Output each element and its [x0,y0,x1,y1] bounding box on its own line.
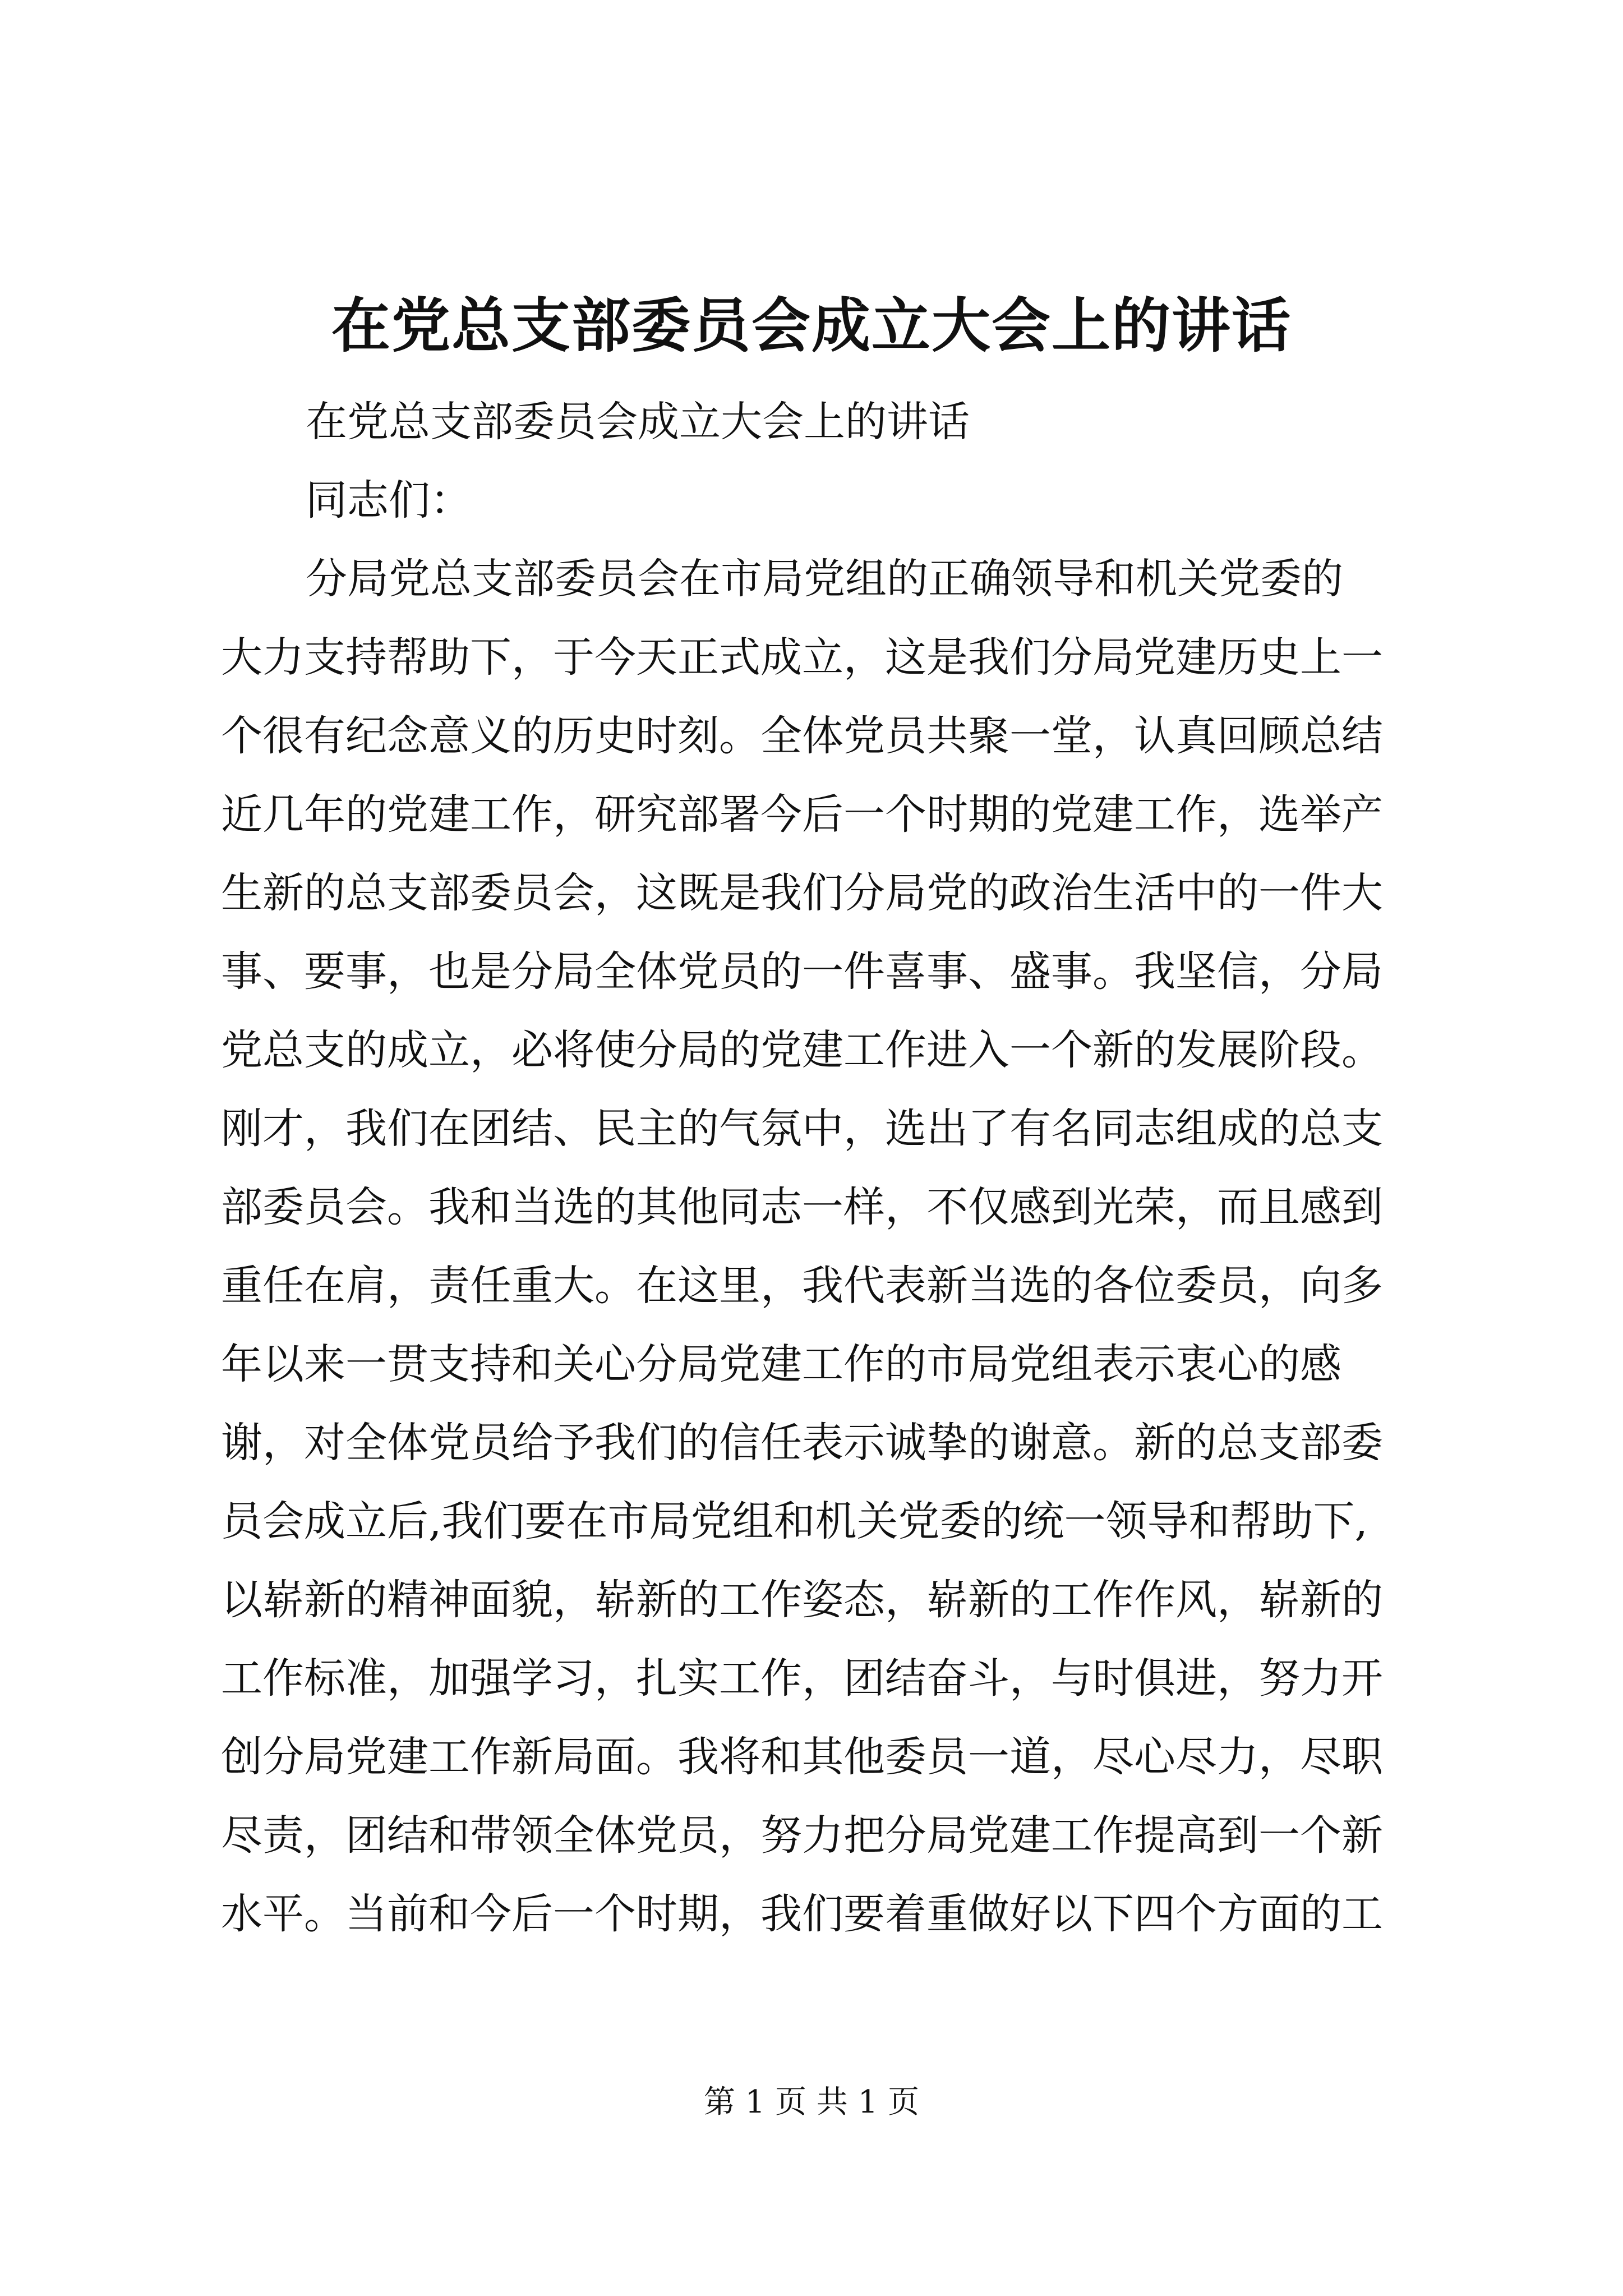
document-subtitle: 在党总支部委员会成立大会上的讲话 [306,398,970,446]
body-line: 年以来一贯支持和关心分局党建工作的市局党组表示衷心的感 [221,1340,1341,1388]
body-line: 个很有纪念意义的历史时刻。全体党员共聚一堂，认真回顾总结 [221,712,1383,760]
body-line: 事、要事，也是分局全体党员的一件喜事、盛事。我坚信，分局 [221,947,1383,996]
body-line: 谢，对全体党员给予我们的信任表示诚挚的谢意。新的总支部委 [221,1419,1383,1467]
body-line: 水平。当前和今后一个时期，我们要着重做好以下四个方面的工 [221,1890,1383,1938]
body-line: 近几年的党建工作，研究部署今后一个时期的党建工作，选举产 [221,790,1383,839]
body-line: 党总支的成立，必将使分局的党建工作进入一个新的发展阶段。 [221,1026,1383,1074]
body-line: 重任在肩，责任重大。在这里，我代表新当选的各位委员，向多 [221,1262,1383,1310]
body-line: 员会成立后,我们要在市局党组和机关党委的统一领导和帮助下, [221,1497,1368,1545]
body-line: 工作标准，加强学习，扎实工作，团结奋斗，与时俱进，努力开 [221,1654,1383,1703]
body-line: 尽责，团结和带领全体党员，努力把分局党建工作提高到一个新 [221,1811,1383,1860]
body-line: 大力支持帮助下，于今天正式成立，这是我们分局党建历史上一 [221,633,1383,682]
body-line: 创分局党建工作新局面。我将和其他委员一道，尽心尽力，尽职 [221,1733,1383,1781]
body-line: 以崭新的精神面貌，崭新的工作姿态，崭新的工作作风，崭新的 [221,1576,1383,1624]
body-line: 部委员会。我和当选的其他同志一样，不仅感到光荣，而且感到 [221,1183,1383,1231]
body-line: 生新的总支部委员会，这既是我们分局党的政治生活中的一件大 [221,869,1383,917]
body-line: 分局党总支部委员会在市局党组的正确领导和机关党委的 [306,555,1343,603]
document-title: 在党总支部委员会成立大会上的讲话 [331,291,1292,360]
body-line: 刚才，我们在团结、民主的气氛中，选出了有名同志组成的总支 [221,1105,1383,1153]
salutation: 同志们： [306,476,472,524]
page-number-footer: 第 1 页 共 1 页 [703,2084,920,2120]
